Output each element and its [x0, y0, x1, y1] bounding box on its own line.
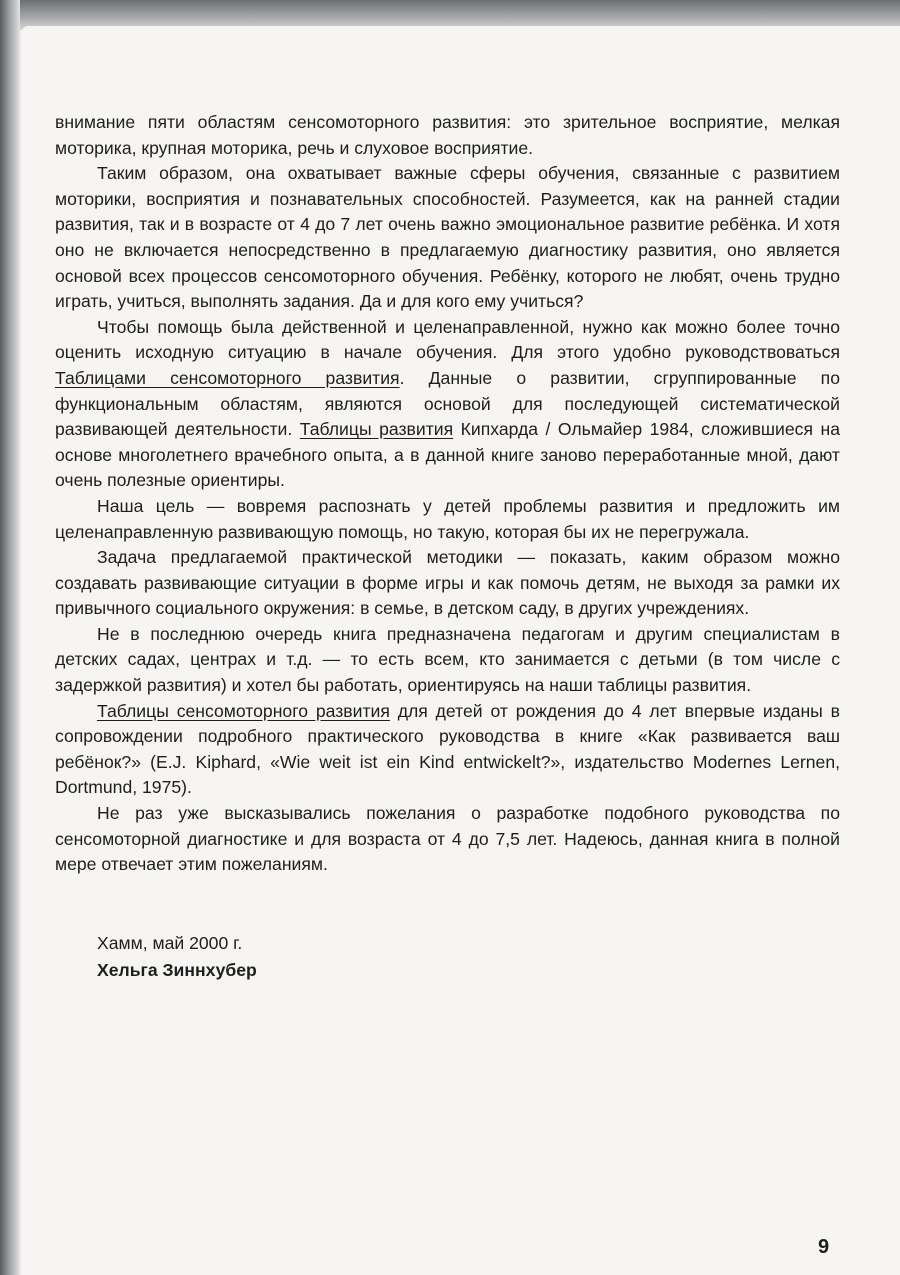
paragraph: [55, 161, 840, 315]
paragraph: [55, 801, 840, 878]
text-run: Таким образом, она охватывает важные сферы обучения, связанные с развитием моторики, восприятия и познавательных способностей. Разумеется, как на ранней стадии развития, так и в возрасте от 4 до 7 лет очень важно эмоциональное развитие ребёнка. И хотя оно не включается непосредственно в предлагаемую диагностику развития, оно является основой всех процессов сенсомоторного обучения. Ребёнку, которого не любят, очень трудно играть, учиться, выполнять задания. Да и для кого ему учиться?: [55, 163, 840, 312]
text-run: Задача предлагаемой практической методики — показать, каким образом можно создавать развивающие ситуации в форме игры и как помочь детям, не выходя за рамки их привычного социального окружения: в семье, в детском саду, в других учреждениях.: [55, 547, 840, 619]
place-date: Хамм, май 2000 г.: [97, 933, 243, 953]
text-run: . Данные о развитии, сгруппированные по функциональным областям, являются основой для последующей систематической развивающей деятельности.: [55, 367, 840, 440]
author-name: Хельга Зиннхубер: [97, 960, 257, 980]
text-run: Кипхарда / Ольмайер 1984, сложившиеся на основе многолетнего врачебного опыта, а в данной книге заново переработанные мной, дают очень полезные ориентиры.: [55, 419, 840, 491]
scan-binding-edge: [0, 0, 20, 1275]
paragraph: [55, 315, 840, 494]
underlined-term: Таблицы сенсомоторного развития: [97, 700, 390, 721]
paragraph: [55, 545, 840, 622]
page-number: 9: [818, 1236, 830, 1258]
text-run: Наша цель — вовремя распознать у детей проблемы развития и предложить им целенаправленную развивающую помощь, но такую, которая бы их не перегружала.: [55, 495, 840, 542]
underlined-term: Таблицы развития: [299, 419, 454, 440]
paragraph: [55, 494, 840, 545]
text-run: внимание пяти областям сенсомоторного развития: это зрительное восприятие, мелкая моторика, крупная моторика, речь и слуховое восприятие.: [55, 112, 840, 158]
paragraph: [55, 622, 840, 699]
underlined-term: Таблицами сенсомоторного развития: [55, 367, 400, 388]
paragraph: [55, 699, 840, 801]
text-run: Чтобы помощь была действенной и целенаправленной, нужно как можно более точно оценить исходную ситуацию в начале обучения. Для этого удобно руководствоваться: [55, 316, 840, 363]
text-run: Не раз уже высказывались пожелания о разработке подобного руководства по сенсомоторной диагностике и для возраста от 4 до 7,5 лет. Надеюсь, данная книга в полной мере отвечает этим пожеланиям.: [55, 803, 840, 875]
paragraph: [55, 110, 840, 161]
text-run: Не в последнюю очередь книга предназначена педагогам и другим специалистам в детских садах, центрах и т.д. — то есть всем, кто занимается с детьми (в том числе с задержкой развития) и хотел бы работать, ориентируясь на наши таблицы развития.: [55, 623, 840, 696]
signature-block: [97, 930, 257, 984]
text-run: для детей от рождения до 4 лет впервые изданы в сопровождении подробного практического руководства в книге «Как развивается ваш ребёнок?» (E.J. Kiphard, «Wie weit ist ein Kind entwickelt?», издательство Modernes Lernen, Dortmund, 1975).: [55, 700, 840, 798]
body-text: [55, 110, 840, 878]
